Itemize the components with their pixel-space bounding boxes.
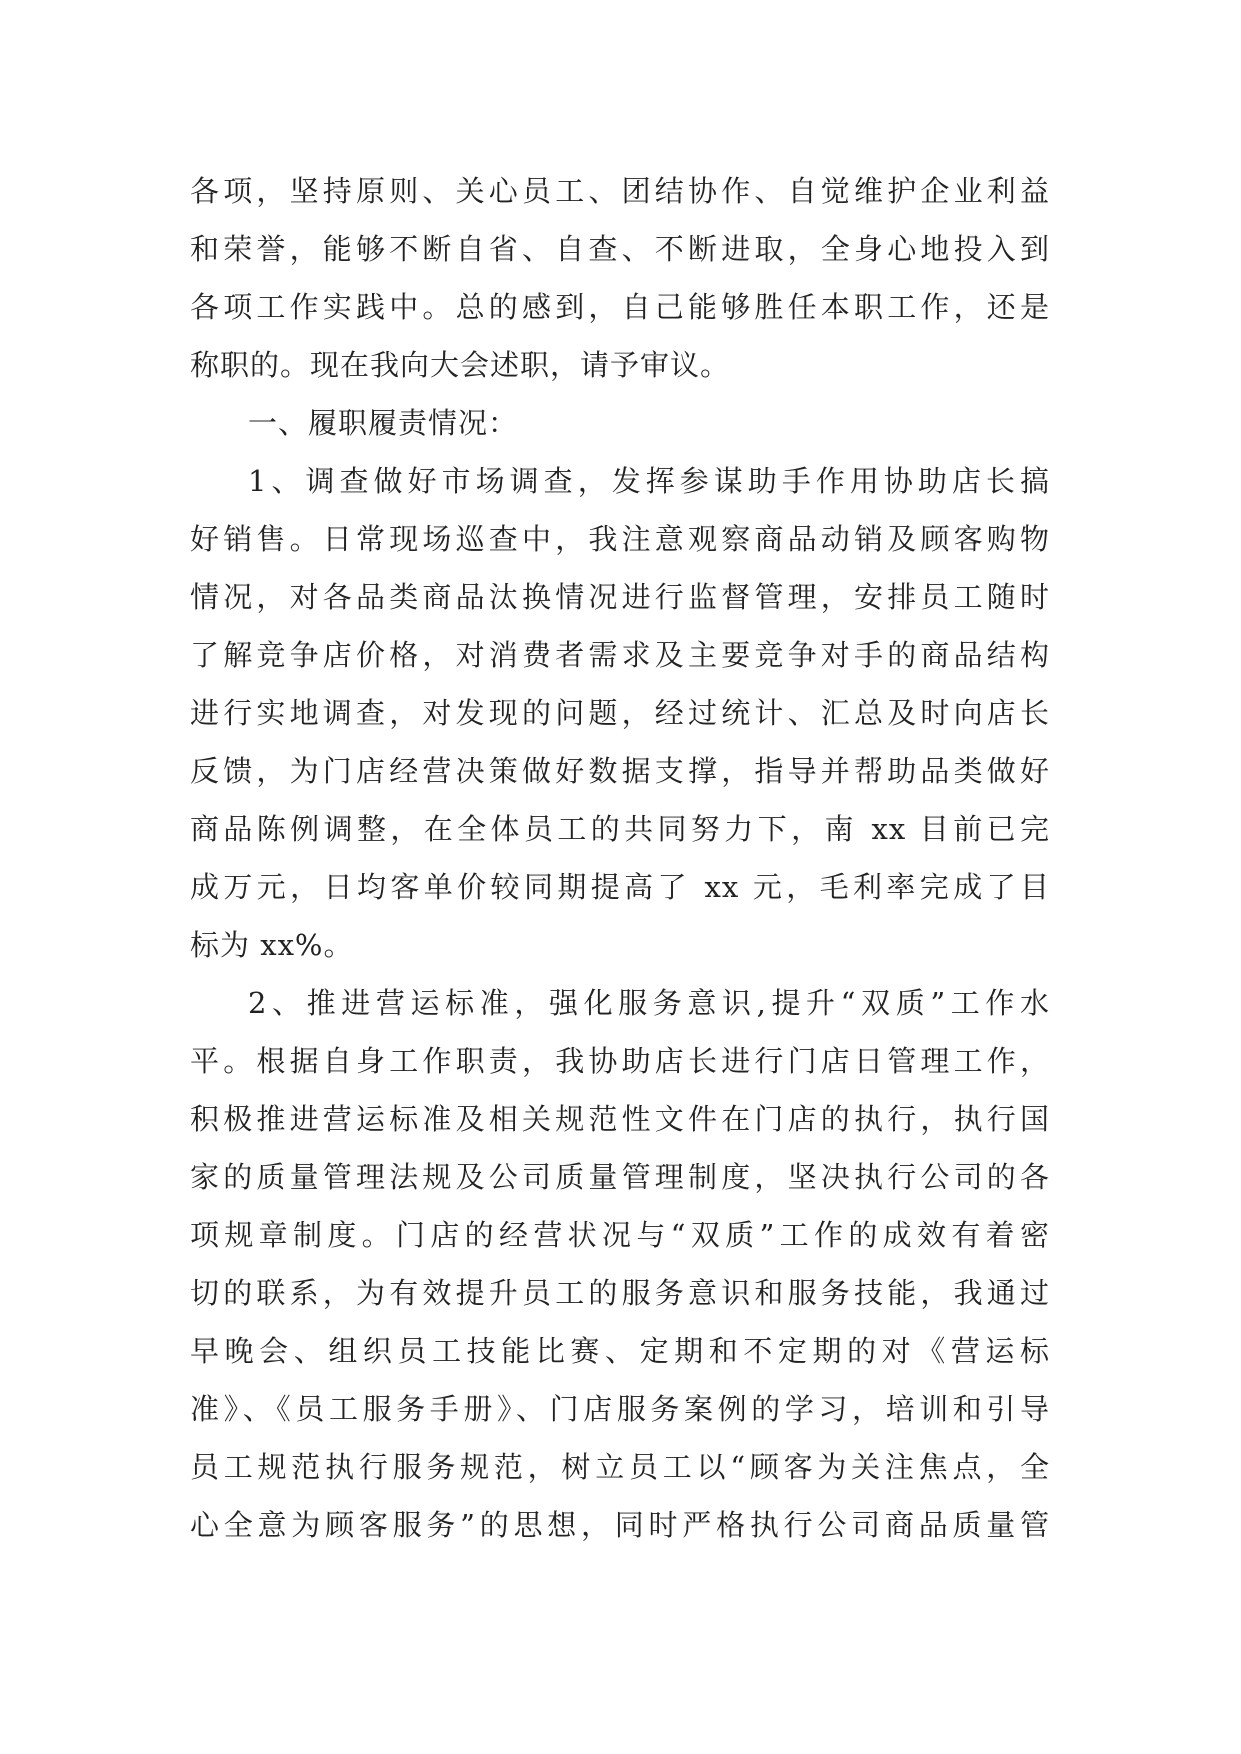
text-line: 早晚会、组织员工技能比赛、定期和不定期的对《营运标 [190,1334,1050,1368]
text-line: 积极推进营运标准及相关规范性文件在门店的执行，执行国 [190,1102,1050,1136]
text-line: 称职的。现在我向大会述职，请予审议。 [190,348,731,382]
text-line: 情况，对各品类商品汰换情况进行监督管理，安排员工随时 [190,580,1050,614]
text-line: 一、履职履责情况： [248,406,519,440]
text-line: 1、调查做好市场调查，发挥参谋助手作用协助店长搞 [248,464,1050,498]
text-line: 平。根据自身工作职责，我协助店长进行门店日管理工作， [190,1044,1050,1078]
text-line: 标为 xx%。 [190,928,354,962]
text-line: 心全意为顾客服务”的思想，同时严格执行公司商品质量管 [190,1508,1050,1542]
text-line: 准》、《员工服务手册》、门店服务案例的学习，培训和引导 [190,1392,1050,1426]
text-line: 好销售。日常现场巡查中，我注意观察商品动销及顾客购物 [190,522,1050,556]
text-line: 反馈，为门店经营决策做好数据支撑，指导并帮助品类做好 [190,754,1050,788]
text-line: 切的联系，为有效提升员工的服务意识和服务技能，我通过 [190,1276,1050,1310]
text-line: 员工规范执行服务规范，树立员工以“顾客为关注焦点，全 [190,1450,1050,1484]
text-line: 成万元，日均客单价较同期提高了 xx 元，毛利率完成了目 [190,870,1050,904]
text-line: 家的质量管理法规及公司质量管理制度，坚决执行公司的各 [190,1160,1050,1194]
text-line: 进行实地调查，对发现的问题，经过统计、汇总及时向店长 [190,696,1050,730]
document-body [190,162,1050,1554]
text-line: 2、推进营运标准，强化服务意识,提升“双质”工作水 [248,986,1050,1020]
text-line: 商品陈例调整，在全体员工的共同努力下，南 xx 目前已完 [190,812,1050,846]
text-line: 各项工作实践中。总的感到，自己能够胜任本职工作，还是 [190,290,1050,324]
text-line: 项规章制度。门店的经营状况与“双质”工作的成效有着密 [190,1218,1050,1252]
text-line: 和荣誉，能够不断自省、自查、不断进取，全身心地投入到 [190,232,1050,266]
text-line: 各项，坚持原则、关心员工、团结协作、自觉维护企业利益 [190,174,1050,208]
text-line: 了解竞争店价格，对消费者需求及主要竞争对手的商品结构 [190,638,1050,672]
